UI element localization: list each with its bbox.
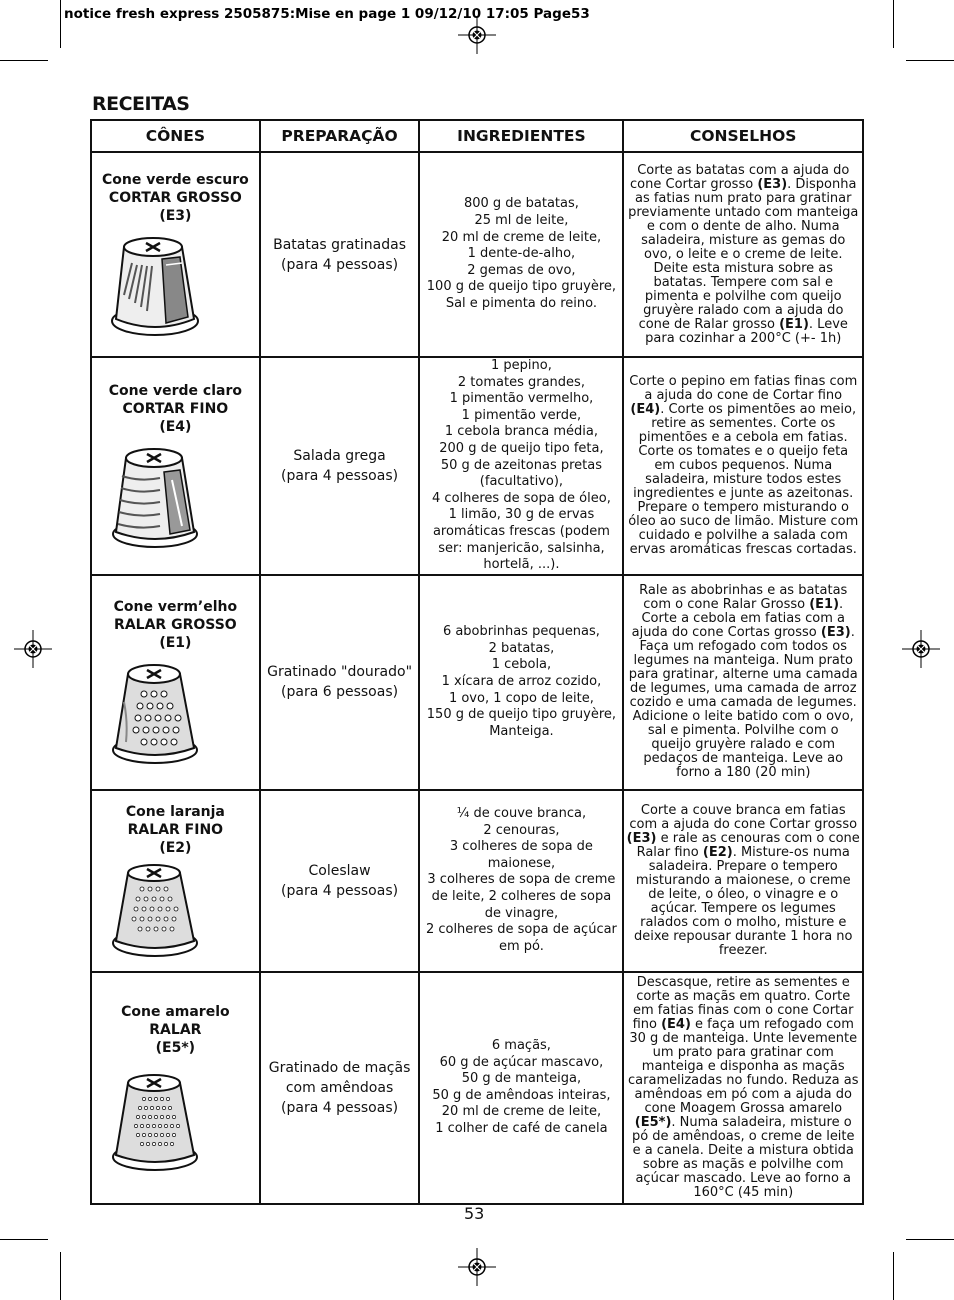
tip-text: e faça um refogado com 30 g de manteiga. Unte levemente um prato para gratinar com manteiga e disponha as maçãs caramelizadas no fundo. Reduza as amêndoas em pó com a ajuda do cone Moagem Grossa amarelo: [628, 1016, 859, 1116]
recipes-table: [90, 119, 864, 1205]
cone-cell: [91, 357, 260, 575]
table-row: [91, 152, 863, 357]
tips-cell: [623, 152, 863, 357]
fine-slicer-cone-icon: [110, 446, 200, 550]
cone-code: (E3): [626, 830, 657, 846]
cone-label: Cone verde escuro CORTAR GROSSO (E3): [101, 171, 249, 224]
crop-mark: [0, 1239, 48, 1240]
tip-text: Corte o pepino em fatias finas com a ajuda do cone de Cortar fino: [629, 373, 858, 403]
tip-text: Corte as batatas com a ajuda do cone Cortar grosso: [630, 162, 850, 192]
crop-mark: [0, 60, 48, 61]
cone-code: (E4): [630, 401, 661, 417]
header-preparation: PREPARAÇÃO: [260, 120, 420, 152]
cone-cell: [91, 575, 260, 790]
preparation-cell: Gratinado de maçãs com amêndoas (para 4 pessoas): [260, 972, 420, 1204]
print-header: notice fresh express 2505875:Mise en page 1 09/12/10 17:05 Page53: [64, 6, 590, 22]
tip-text: . Faça um refogado com todos os legumes na manteiga. Num prato para gratinar, alterne uma camada de legumes, uma camada de arroz cozido e uma camada de legumes. Adicione o leite batido com o ovo, sal e pimenta. Polvilhe com o queijo gruyère ralado e com pedaços de manteiga. Leve ao forno a 180 (20 min): [628, 625, 858, 781]
tip-text: . Disponha as fatias num prato para gratinar previamente untado com manteiga e com o dente de alho. Numa saladeira, misture as gemas do ovo, o leite e o creme de leite. Deite esta mistura sobre as batatas. Tempere com sal e pimenta e polvilhe com queijo gruyère ralado com a ajuda do cone de Ralar grosso: [628, 176, 859, 332]
preparation-cell: Batatas gratinadas (para 4 pessoas): [260, 152, 420, 357]
header-tips: CONSELHOS: [623, 120, 863, 152]
crop-mark: [893, 0, 894, 48]
coarse-grater-cone-icon: [110, 662, 200, 766]
tip-text: . Numa saladeira, misture o pó de amêndoas, o creme de leite e a canela. Deite a mistura obtida sobre as maçãs e polvilhe com açúcar mascado. Leve ao forno a 160°C (45 min): [631, 1114, 855, 1200]
registration-mark-icon: [14, 630, 52, 668]
grater-cone-icon: [110, 1073, 200, 1173]
cone-code: (E1): [779, 316, 809, 332]
tip-text: . Misture-os numa saladeira. Prepare o tempero misturando a maionese, o creme de leite, o óleo, o vinagre e o açúcar. Tempere os legumes ralados com o molho, misture e deixe repousar durante 1 hora no freezer.: [633, 844, 853, 958]
crop-mark: [893, 1252, 894, 1300]
tip-text: Descasque, retire as sementes e corte as maçãs em quatro. Corte em fatias finas com o cone Cortar fino: [632, 974, 854, 1032]
tips-cell: [623, 972, 863, 1204]
registration-mark-icon: [458, 1248, 496, 1286]
tip-text: Corte a couve branca em fatias com a ajuda do cone Cortar grosso: [629, 802, 858, 832]
table-row: [91, 790, 863, 972]
page-number: 53: [464, 1204, 485, 1223]
tips-cell: [623, 575, 863, 790]
tip-text: . Corte a cebola em fatias com a ajuda do cone Cortas grosso: [631, 597, 846, 641]
cone-cell: [91, 152, 260, 357]
cone-code: (E5*): [634, 1114, 672, 1130]
cone-label: Cone verm’elho RALAR GROSSO (E1): [113, 599, 238, 652]
tips-cell: [623, 790, 863, 972]
crop-mark: [60, 0, 61, 48]
crop-mark: [906, 1239, 954, 1240]
registration-mark-icon: [458, 16, 496, 54]
header-ingredients: INGREDIENTES: [419, 120, 623, 152]
table-header-row: [91, 120, 863, 152]
ingredients-cell: 6 abobrinhas pequenas, 2 batatas, 1 cebola, 1 xícara de arroz cozido, 1 ovo, 1 copo de leite, 150 g de queijo tipo gruyère, Manteiga.: [419, 575, 623, 790]
ingredients-cell: 1 pepino, 2 tomates grandes, 1 pimentão vermelho, 1 pimentão verde, 1 cebola branca média, 200 g de queijo tipo feta, 50 g de azeitonas pretas (facultativo), 4 colheres de sopa de óleo, 1 limão, 30 g de ervas aromáticas frescas (podem ser: manjericão, salsinha, hortelã, ...).: [419, 357, 623, 575]
table-row: [91, 972, 863, 1204]
tip-text: . Corte os pimentões ao meio, retire as sementes. Corte os pimentões e a cebola em fatias. Corte os tomates e o queijo feta em cubos pequenos. Numa saladeira, misture todos estes ingredientes e junte as azeitonas. Prepare o tempero misturando o óleo ao suco de limão. Misture com cuidado e polvilhe a salada com ervas aromáticas frescas cortadas.: [628, 401, 859, 557]
tips-cell: [623, 357, 863, 575]
cone-label: Cone amarelo RALAR (E5*): [121, 1003, 230, 1056]
cone-cell: [91, 790, 260, 972]
ingredients-cell: 800 g de batatas, 25 ml de leite, 20 ml de creme de leite, 1 dente-de-alho, 2 gemas de ovo, 100 g de queijo tipo gruyère, Sal e pimenta do reino.: [419, 152, 623, 357]
tip-text: . Leve para cozinhar a 200°C (+- 1h): [645, 316, 848, 346]
cone-code: (E1): [809, 597, 840, 613]
preparation-cell: Gratinado "dourado" (para 6 pessoas): [260, 575, 420, 790]
crop-mark: [906, 60, 954, 61]
slicer-cone-icon: [110, 235, 200, 339]
cone-label: Cone verde claro CORTAR FINO (E4): [108, 382, 242, 435]
cone-code: (E3): [757, 176, 788, 192]
page-title: RECEITAS: [92, 93, 190, 115]
tip-text: e rale as cenouras com o cone Ralar fino: [636, 830, 860, 860]
cone-code: (E3): [820, 625, 851, 641]
ingredients-cell: 6 maçãs, 60 g de açúcar mascavo, 50 g de manteiga, 50 g de amêndoas inteiras, 20 ml de creme de leite, 1 colher de café de canela: [419, 972, 623, 1204]
registration-mark-icon: [902, 630, 940, 668]
preparation-cell: Coleslaw (para 4 pessoas): [260, 790, 420, 972]
table-row: [91, 357, 863, 575]
cone-cell: [91, 972, 260, 1204]
table-row: [91, 575, 863, 790]
crop-mark: [60, 1252, 61, 1300]
header-cones: CÔNES: [91, 120, 260, 152]
cone-code: (E4): [661, 1016, 691, 1032]
cone-label: Cone laranja RALAR FINO (E2): [125, 803, 225, 856]
fine-grater-cone-icon: [110, 863, 200, 959]
tip-text: Rale as abobrinhas e as batatas com o cone Ralar Grosso: [639, 583, 848, 613]
ingredients-cell: ¼ de couve branca, 2 cenouras, 3 colheres de sopa de maionese, 3 colheres de sopa de creme de leite, 2 colheres de sopa de vinagre, 2 colheres de sopa de açúcar em pó.: [419, 790, 623, 972]
cone-code: (E2): [702, 844, 733, 860]
preparation-cell: Salada grega (para 4 pessoas): [260, 357, 420, 575]
